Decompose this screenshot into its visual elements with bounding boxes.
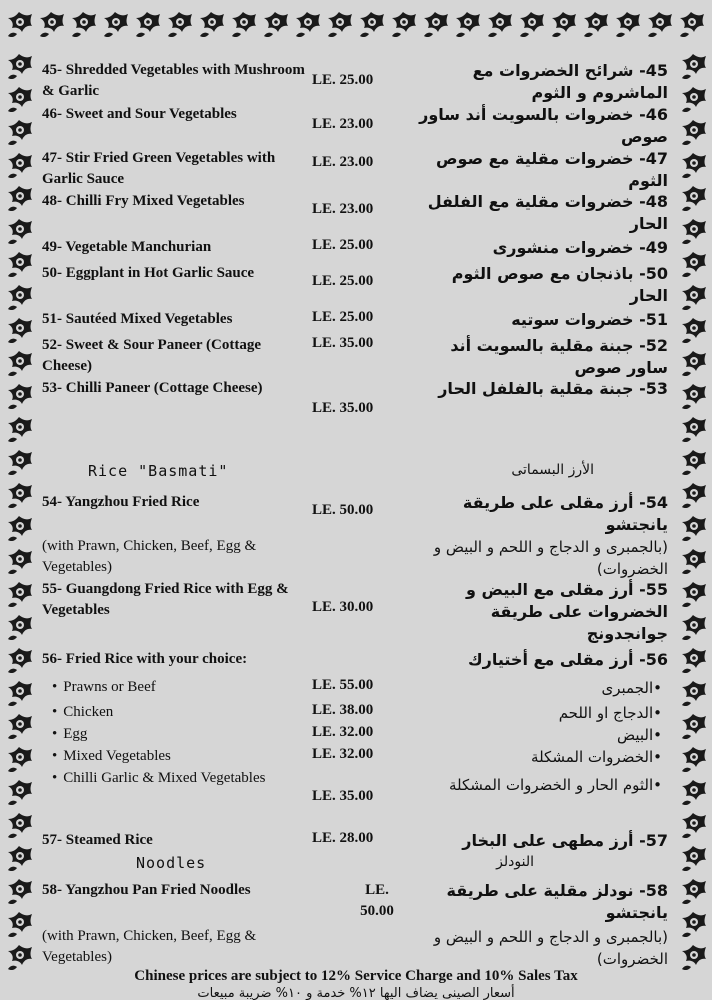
floral-motif-icon bbox=[292, 10, 322, 40]
item-name-ar: 49- خضروات منشورى bbox=[492, 238, 668, 257]
option-name-ar bbox=[408, 702, 668, 724]
option-price: LE. 38.00 bbox=[312, 702, 374, 718]
floral-motif-icon bbox=[678, 151, 708, 181]
option-label-ar: الخضروات المشكلة bbox=[531, 748, 654, 766]
item-name-ar: 50- باذنجان مع صوص الثوم الحار bbox=[451, 264, 668, 305]
item-note-en: (with Prawn, Chicken, Beef, Egg & Vegetables) bbox=[42, 928, 257, 965]
floral-motif-icon bbox=[4, 52, 34, 82]
floral-motif-icon bbox=[4, 382, 34, 412]
floral-motif-icon bbox=[4, 118, 34, 148]
option-name-ar bbox=[408, 774, 668, 796]
option-label-ar: الدجاج او اللحم bbox=[558, 704, 654, 722]
option-name-en bbox=[52, 768, 272, 789]
item-name-en: 56- Fried Rice with your choice: bbox=[42, 651, 248, 667]
floral-motif-icon bbox=[484, 10, 514, 40]
decorative-border-top bbox=[0, 0, 712, 46]
floral-motif-icon bbox=[4, 910, 34, 940]
floral-motif-icon bbox=[228, 10, 258, 40]
floral-motif-icon bbox=[678, 514, 708, 544]
item-name-ar: 51- خضروات سوتيه bbox=[511, 310, 668, 329]
item-price: LE. 25.00 bbox=[312, 309, 374, 325]
option-price: LE. 55.00 bbox=[312, 677, 374, 693]
option-label: Chicken bbox=[63, 704, 114, 720]
floral-motif-icon bbox=[260, 10, 290, 40]
floral-motif-icon bbox=[678, 283, 708, 313]
option-label: Prawns or Beef bbox=[63, 679, 156, 695]
bullet-icon: • bbox=[52, 770, 58, 786]
item-name-ar: 58- نودلز مقلية على طريقة يانجتشو bbox=[446, 881, 668, 922]
option-label: Chilli Garlic & Mixed Vegetables bbox=[63, 770, 266, 786]
floral-motif-icon bbox=[4, 844, 34, 874]
floral-motif-icon bbox=[4, 448, 34, 478]
bullet-icon: • bbox=[52, 748, 58, 764]
floral-motif-icon bbox=[678, 250, 708, 280]
floral-motif-icon bbox=[678, 118, 708, 148]
option-name-en bbox=[52, 746, 322, 767]
floral-motif-icon bbox=[4, 481, 34, 511]
bullet-icon: • bbox=[653, 679, 662, 697]
item-name-ar: 53- جبنة مقلية بالفلفل الحار bbox=[438, 379, 668, 398]
floral-motif-icon bbox=[324, 10, 354, 40]
floral-motif-icon bbox=[678, 613, 708, 643]
item-name-ar: 55- أرز مقلى مع البيض و الخضروات على طريقة جوانجدونج bbox=[466, 580, 668, 643]
floral-motif-icon bbox=[678, 382, 708, 412]
floral-motif-icon bbox=[4, 250, 34, 280]
floral-motif-icon bbox=[678, 85, 708, 115]
item-name-en: 52- Sweet & Sour Paneer (Cottage Cheese) bbox=[42, 337, 261, 374]
floral-motif-icon bbox=[452, 10, 482, 40]
floral-motif-icon bbox=[644, 10, 674, 40]
floral-motif-icon bbox=[580, 10, 610, 40]
bullet-icon: • bbox=[52, 679, 58, 695]
option-label: Egg bbox=[63, 726, 88, 742]
floral-motif-icon bbox=[356, 10, 386, 40]
footer-note-ar: أسعار الصينى يضاف اليها ١٢% خدمة و ١٠% ضريبة مبيعات bbox=[197, 986, 515, 1000]
bullet-icon: • bbox=[653, 704, 662, 722]
option-name-en bbox=[52, 702, 322, 723]
floral-motif-icon bbox=[4, 646, 34, 676]
floral-motif-icon bbox=[4, 151, 34, 181]
floral-motif-icon bbox=[612, 10, 642, 40]
floral-motif-icon bbox=[36, 10, 66, 40]
floral-motif-icon bbox=[678, 811, 708, 841]
floral-motif-icon bbox=[388, 10, 418, 40]
floral-motif-icon bbox=[4, 283, 34, 313]
floral-motif-icon bbox=[4, 349, 34, 379]
item-price: LE. 25.00 bbox=[312, 273, 374, 289]
item-price: LE. 23.00 bbox=[312, 154, 374, 170]
bullet-icon: • bbox=[52, 704, 58, 720]
bullet-icon: • bbox=[653, 776, 662, 794]
floral-motif-icon bbox=[678, 580, 708, 610]
decorative-border-right bbox=[678, 52, 710, 992]
floral-motif-icon bbox=[4, 745, 34, 775]
floral-motif-icon bbox=[678, 184, 708, 214]
floral-motif-icon bbox=[548, 10, 578, 40]
floral-motif-icon bbox=[4, 712, 34, 742]
floral-motif-icon bbox=[678, 448, 708, 478]
floral-motif-icon bbox=[4, 415, 34, 445]
option-price: LE. 32.00 bbox=[312, 746, 374, 762]
item-price: LE. 50.00 bbox=[360, 882, 394, 919]
item-name-en: 57- Steamed Rice bbox=[42, 832, 153, 848]
item-name-en: 53- Chilli Paneer (Cottage Cheese) bbox=[42, 380, 263, 396]
floral-motif-icon bbox=[678, 844, 708, 874]
floral-motif-icon bbox=[164, 10, 194, 40]
floral-motif-icon bbox=[678, 481, 708, 511]
item-name-ar: 46- خضروات بالسويت أند ساور صوص bbox=[419, 105, 668, 146]
item-price: LE. 25.00 bbox=[312, 72, 374, 88]
floral-motif-icon bbox=[4, 85, 34, 115]
floral-motif-icon bbox=[678, 679, 708, 709]
decorative-border-left bbox=[4, 52, 36, 992]
item-name-en: 55- Guangdong Fried Rice with Egg & Vegetables bbox=[42, 581, 289, 618]
floral-motif-icon bbox=[678, 778, 708, 808]
section-title-en: Noodles bbox=[136, 854, 207, 872]
floral-motif-icon bbox=[678, 547, 708, 577]
option-name-ar bbox=[408, 724, 668, 746]
floral-motif-icon bbox=[678, 910, 708, 940]
option-price: LE. 35.00 bbox=[312, 788, 374, 804]
option-label: Mixed Vegetables bbox=[63, 748, 171, 764]
section-title-ar: النودلز bbox=[496, 854, 534, 870]
item-price: LE. 23.00 bbox=[312, 116, 374, 132]
floral-motif-icon bbox=[4, 877, 34, 907]
item-name-en: 47- Stir Fried Green Vegetables with Garlic Sauce bbox=[42, 150, 276, 187]
item-price: LE. 35.00 bbox=[312, 335, 374, 351]
item-price: LE. 28.00 bbox=[312, 830, 374, 846]
item-name-ar: 54- أرز مقلى على طريقة يانجتشو bbox=[462, 493, 668, 534]
floral-motif-icon bbox=[678, 217, 708, 247]
item-price: LE. 23.00 bbox=[312, 201, 374, 217]
option-label-ar: الثوم الحار و الخضروات المشكلة bbox=[448, 776, 654, 794]
option-name-ar bbox=[408, 677, 668, 699]
item-name-ar: 52- جبنة مقلية بالسويت أند ساور صوص bbox=[450, 336, 668, 377]
item-name-en: 50- Eggplant in Hot Garlic Sauce bbox=[42, 265, 255, 281]
option-name-en bbox=[52, 724, 322, 745]
item-note-ar: (بالجمبرى و الدجاج و اللحم و البيض و الخضروات) bbox=[433, 538, 668, 578]
floral-motif-icon bbox=[4, 10, 34, 40]
floral-motif-icon bbox=[4, 811, 34, 841]
bullet-icon: • bbox=[653, 748, 662, 766]
item-name-en: 54- Yangzhou Fried Rice bbox=[42, 494, 200, 510]
footer-note-en: Chinese prices are subject to 12% Service Charge and 10% Sales Tax bbox=[134, 968, 578, 984]
floral-motif-icon bbox=[4, 514, 34, 544]
floral-motif-icon bbox=[516, 10, 546, 40]
item-name-ar: 56- أرز مقلى مع أختيارك bbox=[467, 650, 668, 669]
floral-motif-icon bbox=[4, 613, 34, 643]
bullet-icon: • bbox=[653, 726, 662, 744]
floral-motif-icon bbox=[196, 10, 226, 40]
item-note-en: (with Prawn, Chicken, Beef, Egg & Vegetables) bbox=[42, 538, 257, 575]
floral-motif-icon bbox=[68, 10, 98, 40]
floral-motif-icon bbox=[678, 415, 708, 445]
item-name-ar: 45- شرائح الخضروات مع الماشروم و الثوم bbox=[472, 61, 668, 102]
floral-motif-icon bbox=[132, 10, 162, 40]
floral-motif-icon bbox=[4, 778, 34, 808]
floral-motif-icon bbox=[4, 184, 34, 214]
floral-motif-icon bbox=[678, 646, 708, 676]
item-price: LE. 25.00 bbox=[312, 237, 374, 253]
option-name-ar bbox=[408, 746, 668, 768]
floral-motif-icon bbox=[4, 316, 34, 346]
floral-motif-icon bbox=[100, 10, 130, 40]
floral-motif-icon bbox=[678, 712, 708, 742]
item-price: LE. 35.00 bbox=[312, 400, 374, 416]
section-title-ar: الأرز البسماتى bbox=[511, 462, 594, 478]
item-name-en: 51- Sautéed Mixed Vegetables bbox=[42, 311, 233, 327]
item-name-en: 48- Chilli Fry Mixed Vegetables bbox=[42, 193, 245, 209]
option-label-ar: الجمبرى bbox=[601, 679, 654, 697]
item-price: LE. 30.00 bbox=[312, 599, 374, 615]
floral-motif-icon bbox=[4, 679, 34, 709]
item-name-en: 49- Vegetable Manchurian bbox=[42, 239, 212, 255]
menu-content bbox=[38, 52, 674, 1000]
floral-motif-icon bbox=[4, 580, 34, 610]
floral-motif-icon bbox=[678, 745, 708, 775]
item-name-ar: 57- أرز مطهى على البخار bbox=[462, 831, 668, 850]
floral-motif-icon bbox=[4, 217, 34, 247]
item-price: LE. 50.00 bbox=[312, 502, 374, 518]
item-note-ar: (بالجمبرى و الدجاج و اللحم و البيض و الخضروات) bbox=[433, 928, 668, 968]
option-label-ar: البيض bbox=[616, 726, 654, 744]
option-price: LE. 32.00 bbox=[312, 724, 374, 740]
floral-motif-icon bbox=[678, 877, 708, 907]
item-name-en: 45- Shredded Vegetables with Mushroom & Garlic bbox=[42, 62, 305, 99]
item-name-ar: 47- خضروات مقلية مع صوص الثوم bbox=[436, 149, 668, 190]
item-name-en: 58- Yangzhou Pan Fried Noodles bbox=[42, 882, 251, 898]
option-name-en bbox=[52, 677, 322, 698]
bullet-icon: • bbox=[52, 726, 58, 742]
item-name-ar: 48- خضروات مقلية مع الفلفل الحار bbox=[427, 192, 668, 233]
section-title-en: Rice "Basmati" bbox=[88, 462, 229, 480]
floral-motif-icon bbox=[678, 349, 708, 379]
floral-motif-icon bbox=[4, 547, 34, 577]
floral-motif-icon bbox=[676, 10, 706, 40]
floral-motif-icon bbox=[678, 52, 708, 82]
floral-motif-icon bbox=[420, 10, 450, 40]
item-name-en: 46- Sweet and Sour Vegetables bbox=[42, 106, 237, 122]
floral-motif-icon bbox=[678, 316, 708, 346]
